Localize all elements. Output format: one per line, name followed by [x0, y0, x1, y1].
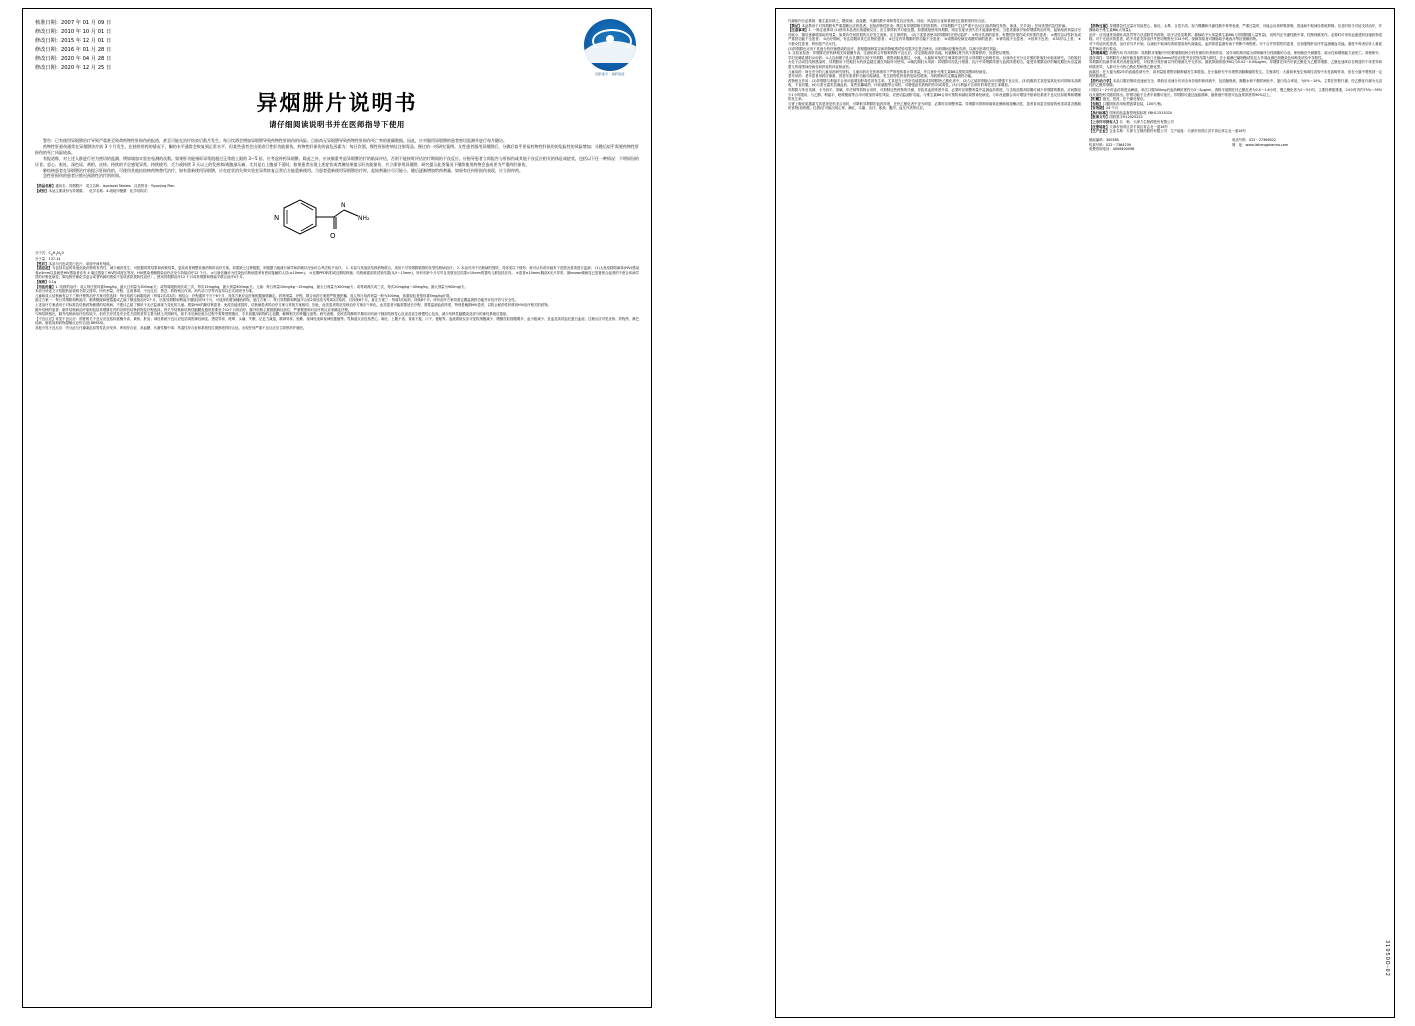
section-body: 1. 结核的治疗：成人每日按体重5mg/kg，最大日剂量为300mg/天；或每周服药两次或三次，每次15mg/kg，最大剂量900mg/天。儿童：每日剂量10mg/kg～15mg/kg，最大日剂量为300mg/天；或每周两次或三次，每次20mg/kg～40mg/kg，最大剂量为900mg/天。 [55, 284, 468, 289]
right-paragraph: 口服后1～2小时血药浓度达峰值，单次口服300mg后血药峰浓度约为3～5μg/ml。消除半衰期在快乙酰化者为0.5～1.6小时，慢乙酰化者为2～5小时。主要经肾脏排泄，24小时内约75%～95%以代谢物形式随尿排出。肝肾功能不全者半衰期可延长。异烟肼可通过血脑屏障，脑脊液中浓度可达血浆浓度的90%以上。 [1089, 87, 1382, 97]
warning-paragraph: 肺结核患者在异烟肼治疗前提示肝损伤的，可使用其他抗结核药物替代治疗。如有重新使用异烟肼，应在症状消失和实验室异常恢复正常后方能重新使用。当患者重新使用异烟肼治疗时，起始剂量应尽可能小，随后逐渐增加给药剂量，如果有任何肝损伤表现，应立即停药。 [43, 167, 523, 173]
left-body-extra: 上述治疗方案适用于对标准抗结核药物敏感的结核病，不建议乙胺丁醇用于无法监测视力变化的儿童。感染HIV的肺结核患者：免疫功能受损时，结核病患者的治疗方案与常规方案相同，因此，此类患者的抗结核治疗方案应个体化。此类患者可能需要延长疗程，需要监测血药浓度，特别是晚期HIV患者，以防止耐药性转移到HIV治疗相关的药物。 [35, 302, 552, 307]
left-main-body [35, 251, 639, 331]
right-paragraph: 学妇及哺乳期妇女用药：①人乳和猴子乳出乳期的口给予异烟肼，观察到胎盘透过。小鼠、大鼠和家兔的生殖毒性研究显示异烟肼无致畸作用。目前尚无充分且对照的妊娠妇女临床研究。当妊娠妇女处于活动性结核感染时，异烟肼用于妊娠妇女的获益超过潜在风险时可使用。②哺乳期妇女用药：异烟肼可经乳汁排泄，乳汁中异烟肼浓度与血药浓度相当。接受异烟肼治疗的哺乳期妇女应监测婴儿的周围神经病变和肝炎的体征和症状。 [788, 55, 1081, 69]
date-line: 修改日期：2016 年 01 月 28 日 [35, 46, 112, 53]
section-heading: 【药品名称】 [35, 184, 56, 189]
right-column-right [1089, 24, 1382, 153]
right-top-paragraph: 代谢和内分泌系统：雅生素乐缺乏、糖皮病、高血糖、代谢性酸中毒和男性乳房发育。其他：风湿综合征和系统性红斑狼疮样综合征。 [788, 19, 989, 23]
section-body: 1. 一般注意事项 (1)使用本品者出现超敏反应、应立即停药并对症处置，如需继续使用异烟肼，则应在症状消失后才能重新使用。当患者重新开始异烟肼的治疗时，起始给药剂量应尽可能小，随后逐渐增加给药剂量，如果有任何肝损伤反应发生迹象，应立即停药。 (2)下述患者使用异烟肼时应密切监护： ①每日饮酒的患者、有慢性肝损伤或多肝损伤患者； ②慢性活动性肝炎或严重肝功能不全患者； ③治疗期间，有注清服用其它抗物的患者； ④过往有异烟肼的肝功能不全患者； ⑤周围神经病变或糖尿病的患者； ⑥肾功能不全患者； ⑦营养不良者； ⑧35岁以上者； ⑨少数女性患者，特别是产后女性。 [788, 28, 1081, 46]
section-heading: 【适应症】 [35, 266, 53, 271]
header-row [35, 19, 639, 77]
warning-paragraph: 药物性肝损伤通常在异烟肼治疗前 3 个月发生。在持续用药的情况下，酮的水平通常会恢复到正常水平，但某些患者会出现进行性肝功能损伤。药物性肝损伤的高危因素为：每日饮酒、慢性肝损害病灶注射毒品、慢过的一项研究案例。女性患者服用异烟肼后，分娩后似乎更易药物性肝损伤的危险性的风险增加；分娩后似乎需要药物性肝损伤的死亡风险较高。 [35, 143, 639, 155]
section-body: 遮光，密封，在干燥处保存。 [1102, 97, 1147, 102]
section-body: 为包括本品的其他化痰药物的有效性、减少耐药发生，可根据的准结果和药敏结果，更改或者调整抗菌药物的治疗方案。如果缺乏这种数据，则根据当地流行病学和药敏状况参综合考虑给予治疗。 1. 本品与其他抗结核药物联合，适用于对异烟肼敏感的各型结核病治疗； 2. 本品可用于结核病的预防，具体见以下情形：被可认有或怀疑有下述情况者须进行监测； (1)人免疫缺陷病毒(HIV)感染者≥5mm以及就是HIV感染者沾有 4 毫过感染了HIV阳或度区等况、HIV感染者酮感染治疗应至少持续治疗12 个月。 ②与新近确诊为性染色结核病患者有密切接触的人员(≥10mm)。 ③近期PPD转阳或近期结核菌、结核菌素皮肤试验结果(从5～15mm)，所有年龄个月尽早且发展至过结果>10mm的婴幼儿都包括在内。 ④患者≥10mm(胸部X光片异常，最known硬病变已显著愈合起者的不愈合体病学效的纤维化病变、陈结核杆菌化学盒合或者钙病的感染不见或者拟预防性治疗）。使用异烟肼治疗12 个月或异烟肼和利福平联合治疗4个月。 [35, 266, 640, 280]
section-body: 天津市西青区洪平岗区常志北一道16号 [1109, 124, 1168, 129]
leaflet-page-right [775, 8, 1395, 1018]
section-heading: 【禁忌】 [788, 23, 802, 28]
section-heading: 【包装】 [1089, 101, 1103, 106]
section-heading: 【上市许可持有人】 [1089, 120, 1120, 125]
logo-caption: 国药准字 · 国药集团 [595, 72, 625, 76]
section-heading: 【药物过量】 [1089, 23, 1110, 28]
date-line: 修改日期：2020 年 12 月 25 日 [35, 64, 112, 71]
contact-left [1089, 138, 1218, 152]
section-heading: 【药理毒理】 [1089, 51, 1110, 56]
section-body: 名 称：天津力生制药股份有限公司 [1119, 120, 1174, 125]
right-paragraph: 药物相互作用：(1)异烟肼与利福平合用可能增加肝毒性的发生率，尤其是在已有肝功能损害或异烟肼快乙酰化者中。(2)与乙硫异烟胺合用可增强不良反应。(3)抗酸药尤其是氢氧化铝可抑制本品吸收，不宜同服。(4)与香豆素类抗凝血药、某些抗癫痫药、环丝氨酸等合用时，可增强此类药物的作用或毒性。(5)与利福平合用时肝毒性发生率增加。 [788, 78, 1081, 88]
section-body: 0.1g [48, 279, 57, 284]
section-heading: 【贮藏】 [1089, 97, 1103, 102]
page-subtitle: 请仔细阅读说明书并在医师指导下使用 [269, 120, 405, 129]
section-drug-name [35, 184, 639, 193]
company-logo [581, 19, 639, 77]
free-hotline: 免费咨询电话：4006400098 [1089, 147, 1135, 152]
left-body-extra: 儿童和成人结核病有以下三种疗程的治疗方案可供选择：每日给药与间歇给药（每周2次或3次）相结合，疗程通常不少于6个月，具体方案应由医师根据病情确定。药物剂量、疗程、联合用药方案需严格遵医嘱。成人每日给药剂量一般为300mg，体重较轻者按体重5mg/kg计算。 [35, 293, 453, 298]
section-heading: 【药代动力学】 [1089, 78, 1113, 83]
date-line: 修改日期：2020 年 04 月 28 日 [35, 55, 112, 62]
section-body: 通用名：异烟肼片 英文名称：Isoniazid Tablets 汉语拼音：Yiyanjing Pian [55, 184, 175, 189]
section-heading: 【成份】 [35, 188, 49, 193]
right-paragraph: 儿童用药：尚无充分的儿童用药研究资料。儿童用药应在医师指导下严格按体重计算剂量，并注意补充维生素B6以预防周围神经病变。 [788, 69, 990, 74]
left-body-tail: 本部分所述文字依据药品说明书原文排印，所有剂量、疗程、注意事项、不良反应、禁忌、药物相互作用、药代动力学等内容均以正式说明书为准。 [35, 289, 256, 294]
right-paragraph: 异烟肼与苯妥英钠、卡马西平、茶碱、华法林等药物合用时，可抑制这些药物的代谢，导致其血药浓度升高，必要时应调整剂量并监测血药浓度。与含铝抗酸剂同服可减少异烟肼的吸收，应间隔至少1小时服用。与乙醇、利福平、吡嗪酰胺等合用可增加肝毒性风险，应密切监测肝功能。与维生素B6合用可预防和减轻周围神经病变。与环丝氨酸合用可增加中枢神经系统不良反应如眩晕和嗜睡的发生率。 [788, 87, 1081, 102]
svg-text:N: N [274, 213, 280, 222]
website[interactable]: 网 址：www.lishengpharma.com [1232, 142, 1289, 147]
svg-text:N: N [341, 201, 346, 209]
section-body: 企业名称：天津力生制药股份有限公司 生产地址：天津市西青区洪平岗区常志北一道16号 [1109, 129, 1246, 134]
approval-dates [35, 19, 581, 73]
section-body: 国药准字H12020222 [1109, 115, 1143, 120]
date-line: 修改日期：2010 年 10 月 01 日 [35, 28, 112, 35]
section-body: 本品主要成份为异烟肼。 化学名称：4-吡啶甲酰肼 化学结构式： [48, 188, 151, 193]
postcode: 邮政编码：300385 [1089, 137, 1119, 142]
left-body-extra: 备注方案一：每日异烟肼和利福平、吡嗪酰胺和链霉素或乙胺丁醇连续治疗2个月，后续异烟肼和利福平继续治疗4个月，可选择性增加辅助药物。备注方案二：每日异烟肼和利福平合用2周后改为每周2次给药，共持续6个月。备注方案三：每周3次给药，持续6个月。所有治疗方案均需定期监测肝功能并评估疗效与安全性。 [35, 298, 518, 303]
warning-paragraph: 警告：已有使用异烟肼治疗导致严重甚至致命药物性肝损伤的报道，甚至可能在治疗结束后数月发生。每日饮酒会增加异烟肼导致药物性肝损伤的风险。目前尚无异烟肼导致药物性肝损伤死亡率的准确数据。因此，应对服用异烟肼的患者密切监测并进行每月随访。 [43, 138, 507, 143]
svg-text:NH₂: NH₂ [358, 214, 370, 222]
section-body: 异烟肼急性过量可导致恶心、呕吐、头晕、言语不清、视力模糊和代谢性酸中毒等表现，严重过量时，可能会出现呼吸抑制、昏迷和中枢神经系统抑制。应及时给予对症支持治疗，并静脉给予维生素B6(大剂量)。 [1089, 23, 1383, 33]
warning-paragraph: 急性肝损伤的患者应推迟预防性治疗的时间。 [43, 173, 123, 179]
section-body: 药理作用 作用机制：异烟肼对细胞内外的繁殖期结核分枝杆菌均有杀菌作用，其作用机制可能为抑制菌体分枝菌酸的合成，使细菌丧失耐酸性、疏水性和增殖能力而死亡。毒理研究：遗传毒性：异烟肼在大肠杆菌及鼠伤寒沙门氏菌(Ames试验)回复突变试验结果为阴性，在小鼠淋巴瘤细胞试验及人外周血淋巴细胞染色体畸变试验中呈阳性。 [1089, 51, 1383, 60]
section-heading: 【执行标准】 [1089, 110, 1110, 115]
right-paragraph: 与肾上腺皮质激素尤其是泼尼松龙合用时，可降低异烟肼的血药浓度，在快乙酰化者中更为明显，必要时应调整剂量。异烟肼可抑制单胺氧化酶和组胺酶活性，患者食用富含组胺的鱼类或富含酪胺的食物(如奶酪、红酒)后可能出现心悸、潮红、头痛、出汗、寒战、腹泻、血压升高等反应。 [788, 101, 1081, 111]
date-line: 修改日期：2015 年 12 月 01 日 [35, 37, 112, 44]
phone: 电话号码：022－27366022 [1232, 137, 1277, 142]
section-heading: 【注册地址】 [1089, 124, 1110, 129]
page-title: 异烟肼片说明书 [256, 90, 418, 115]
fax: 传真号码：022－7364239 [1089, 142, 1131, 147]
section-heading: 【批准文号】 [1089, 115, 1110, 120]
right-column-left [788, 24, 1081, 153]
print-code: 31050D-02 [1384, 940, 1390, 977]
section-heading: 【性状】 [35, 261, 49, 266]
logo-wave-icon [584, 41, 636, 63]
section-heading: 【注意事项】 [788, 28, 809, 33]
warning-paragraph: 有报道称，对上述人群进行更为密切的监测。例如墙加实验室检测的次数。如果肝功能指标异常值超过正常值上限的 3～5 倍，应考虑停药异烟肼。除此之外，应该慎重考虑异烟肼治疗的临床评估，否则不能按时评估治疗期间的不良反应。应指导患者立即报告与肝损伤或其他不良反应相关的体征或症状，包括以下任一种情况：不明原因的厌食、恶心、呕吐、深色尿、黄疸、皮疹、持续的手足感觉异常、持续疲劳、乏力或持续 3 天以上的发热和/或腹部压痛，尤其是右上腹部不适时。如果患者出现上述症状或者测结果提示肝功能损伤，应立即停用异烟肼，研究提示此类情况下继续使用药物会造成更为严重的肝损伤。 [35, 155, 639, 167]
contact-right [1232, 138, 1382, 152]
right-two-columns [788, 24, 1382, 153]
section-body: 本品口服后吸收迅速而完全，吸收后迅速分布到全身各组织和体液中，包括脑脊液、胸腹水和干酪样病灶中。蛋白结合率低，为0%～10%。主要在肝脏代谢，经乙酰化代谢为无活性的乙酰异烟肼。 [1089, 78, 1383, 88]
molecular-formula-line: 分子式：$C_6H_7N_3O$ [35, 250, 65, 257]
right-paragraph: 老年用药：老年患者用药应慎重，因老年患者肝功能可能减退，发生药物性肝炎的危险性增加，用药期间应定期监测肝功能。 [788, 74, 975, 79]
right-paragraph: 对于有症状的患者，治疗应尽早开始，以减轻中枢神经系统损害和代谢紊乱。血药浓度监测有助于判断中毒程度。对于合并肝损伤的患者，应加强保肝治疗并监测凝血功能。重度中毒者应转入重症监护病房进行救治。 [1089, 41, 1382, 51]
section-body: 本品禁用于对异烟肼有严重超敏反应的患者，包括药物性肝炎；既往有异烟肼相关的肝损伤；对异烟肼产生过严重不良反应(如药物性发热、寒战、关节炎)；任何类型的急性肝病。 [801, 23, 1069, 28]
leaflet-page-left [22, 8, 652, 1008]
right-paragraph: 异烟肼的抗菌作用具有高度选择性，对结核分枝杆菌以外的细菌几乎无作用。最低抑菌浓度(MIC)为0.02～0.05μg/ml。异烟肼在体内可被乙酰化为乙酰异烟肼，乙酰化速率存在明显的个体差异和种族差异，人群可分为快乙酰化型和慢乙酰化型。 [1089, 60, 1382, 69]
svg-text:O: O [330, 231, 336, 240]
section-body: 24 个月 [1105, 106, 1119, 111]
section-heading: 【有效期】 [1089, 106, 1106, 111]
section-heading: 【用法用量】 [35, 284, 56, 289]
section-heading: 【生产企业】 [1089, 129, 1110, 134]
contact-block [1089, 138, 1382, 152]
right-paragraph: 治疗：应迅速采用催吐或洗胃等方法清除胃内药物，给予活性炭吸附。静脉给予大剂量维生素B6(与异烟肼摄入量等量)，同时纠正代谢性酸中毒，控制惊厥发作。必要时可采用血液透析加速药物清除。对于无症状的患者，给予对症支持治疗并密切观察至少24小时。惊厥持续者可静脉给予地西泮等抗惊厥药物。 [1089, 32, 1382, 42]
left-body-extra: 与制结核相比，肺外结核病治疗经验较少，但有关疗效及安全性方面的差异主要为缺乏对照研究。如手术后病灶愈合过程中需要观察随访，手术前服用药物的心包膜、解释相关的骨髓压迫等。研究表明，皮疹类同酶的早期应用有助于肺部结核性心包炎及延生缓慢性心包炎，减少结核性脑膜炎及部分的神经系统后遗症。 [35, 312, 510, 317]
section-body: 本品为白色或类白色片，单面中间有刻痕。 [48, 261, 113, 266]
section-heading: 【规格】 [35, 279, 49, 284]
date-line: 核准日期：2007 年 01 月 09 日 [35, 20, 112, 26]
structure-diagram-icon [262, 196, 412, 248]
boxed-warning [35, 138, 639, 179]
molecular-weight-line: 分子量：137.14 [35, 257, 61, 262]
left-body-extra: 【不良反应】常见不良反应：肝脏相关不良反应包括转氨酶升高、黄疸、肝炎；神经系统不良反应包括周围神经病变、感觉异常、眩晕、头痛、失眠、记忆力减退、精神异常、惊厥、视神经炎和视神经萎缩等。胃肠道反应包括恶心、呕吐、上腹不适、食欲不振、口干、便秘等。血液系统反应可见粒细胞减少、嗜酸性粒细胞增多、血小板减少、贫血及高铁血红蛋白血症。过敏反应可见皮疹、药物热、淋巴结病、脉管炎和药物超敏反应综合征(DRESS)。 [35, 316, 639, 326]
right-paragraph: 3. 实验室检查：异烟肼在肝转移相关转氨酶升高，注意给药合并数种药物不良反应。应定期检查肝功能。转氨酶轻度升高不需要停药，但需密切观察。 [788, 51, 1013, 56]
left-body-extra: 肺外结核的患者：肺外结核病治疗原则包括异烟肼在内的各种抗结核药物及疗程选择。骨关节结核和结核性脑膜炎通常需要至少12个月的治疗。肺外结核主要根据病灶部位、严重程度和对治疗的反应来确定疗程。 [35, 307, 352, 312]
left-body-extra: 其他少见不良反应：内分泌与代谢紊乱如男性乳房发育、库欣综合征、高血糖、代谢性酸中毒；风湿性综合征和系统性红斑狼疮样综合征。出现任何严重不良反应应立即停药并就医。 [35, 325, 307, 330]
right-paragraph: 致癌性：在大鼠为期2年的致癌性研究中，高剂量组观察到肺肿瘤发生率增加。在小鼠研究中亦观察到肺腺瘤的发生。生殖毒性：大鼠和家兔生殖毒性试验中未见致畸作用，但在小鼠中观察到一定的胚胎毒性。 [1089, 69, 1382, 79]
section-body: 国家药品监督管理局标准 YBH11513020 [1109, 110, 1172, 115]
right-paragraph: (3)异烟肼也可用于其他分枝杆菌感染的治疗，需根据菌种鉴定和药物敏感试验结果决定是否使用。用药期间应避免饮酒，以减少肝毒性风险。 [788, 46, 1000, 51]
section-body: 口服固体药用铝塑泡罩包装，100片/瓶。 [1102, 101, 1165, 106]
chemical-structure [35, 196, 639, 248]
logo-circle-icon [584, 19, 636, 71]
